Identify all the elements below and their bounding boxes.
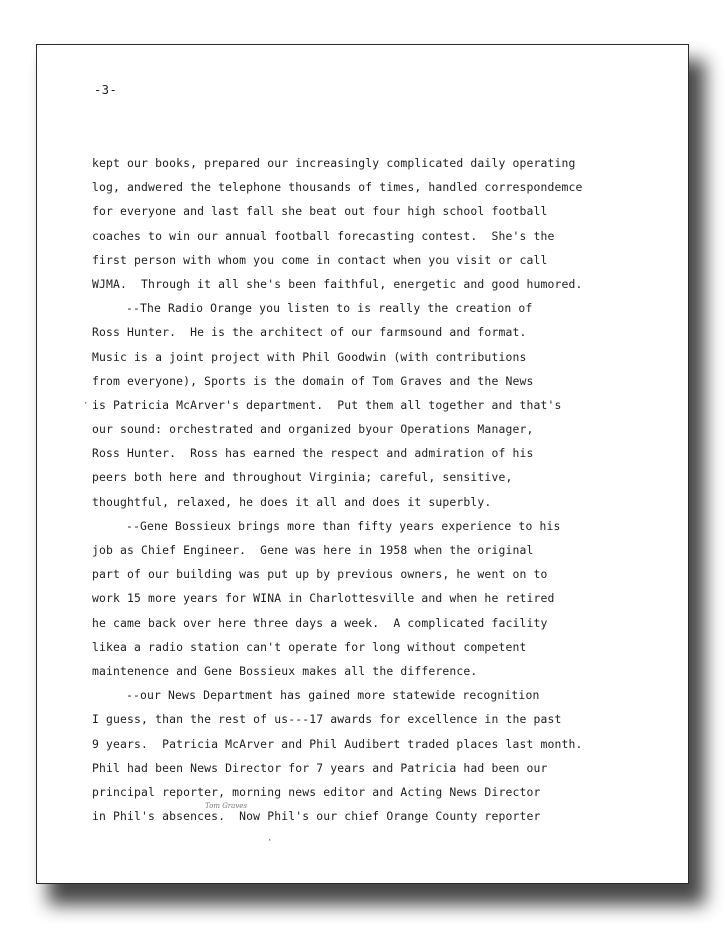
handwritten-annotation: Tom Graves bbox=[205, 802, 248, 810]
text-line: for everyone and last fall she beat out four high school football bbox=[92, 204, 548, 219]
text-line: first person with whom you come in contact when you visit or call bbox=[92, 252, 548, 267]
text-line: maintenence and Gene Bossieux makes all the difference. bbox=[92, 663, 478, 678]
document-page bbox=[36, 44, 689, 884]
text-line: log, andwered the telephone thousands of times, handled correspondemce bbox=[92, 180, 583, 195]
text-line: part of our building was put up by previous owners, he went on to bbox=[92, 567, 548, 582]
margin-mark: · bbox=[267, 836, 273, 846]
text-line: likea a radio station can't operate for long without competent bbox=[92, 639, 527, 654]
text-line: job as Chief Engineer. Gene was here in 1958 when the original bbox=[92, 543, 534, 557]
text-line: --Gene Bossieux brings more than fifty years experience to his bbox=[126, 518, 561, 533]
text-line: Ross Hunter. Ross has earned the respect and admiration of his bbox=[92, 446, 534, 461]
text-line: from everyone), Sports is the domain of Tom Graves and the News bbox=[92, 373, 534, 388]
text-line: in Phil's absences. Now Phil's our chief Orange County reporter bbox=[92, 809, 541, 824]
text-line: I guess, than the rest of us---17 awards for excellence in the past bbox=[92, 712, 562, 727]
text-line: --our News Department has gained more statewide recognition bbox=[126, 688, 540, 703]
text-line: Ross Hunter. He is the architect of our farmsound and format. bbox=[92, 325, 527, 340]
text-line: our sound: orchestrated and organized byour Operations Manager, bbox=[92, 422, 534, 437]
text-line: Phil had been News Director for 7 years and Patricia had been our bbox=[92, 760, 548, 775]
text-line: work 15 more years for WINA in Charlottesville and when he retired bbox=[92, 591, 555, 606]
text-line: Music is a joint project with Phil Goodwin (with contributions bbox=[92, 349, 527, 364]
text-line: thoughtful, relaxed, he does it all and does it superbly. bbox=[92, 494, 492, 509]
text-line: peers both here and throughout Virginia; careful, sensitive, bbox=[92, 470, 513, 485]
margin-mark: · bbox=[83, 399, 89, 409]
text-line: coaches to win our annual football forecasting contest. She's the bbox=[92, 228, 555, 243]
text-line: principal reporter, morning news editor and Acting News Director bbox=[92, 784, 541, 799]
page-number: -3- bbox=[94, 83, 118, 97]
text-line: he came back over here three days a week. A complicated facility bbox=[92, 615, 548, 630]
text-line: is Patricia McArver's department. Put them all together and that's bbox=[92, 397, 562, 412]
body-text bbox=[92, 151, 672, 828]
text-line: kept our books, prepared our increasingly complicated daily operating bbox=[92, 156, 576, 170]
text-line: 9 years. Patricia McArver and Phil Audibert traded places last month. bbox=[92, 736, 583, 751]
text-line: --The Radio Orange you listen to is really the creation of bbox=[126, 301, 533, 316]
text-line: WJMA. Through it all she's been faithful, energetic and good humored. bbox=[92, 276, 583, 291]
